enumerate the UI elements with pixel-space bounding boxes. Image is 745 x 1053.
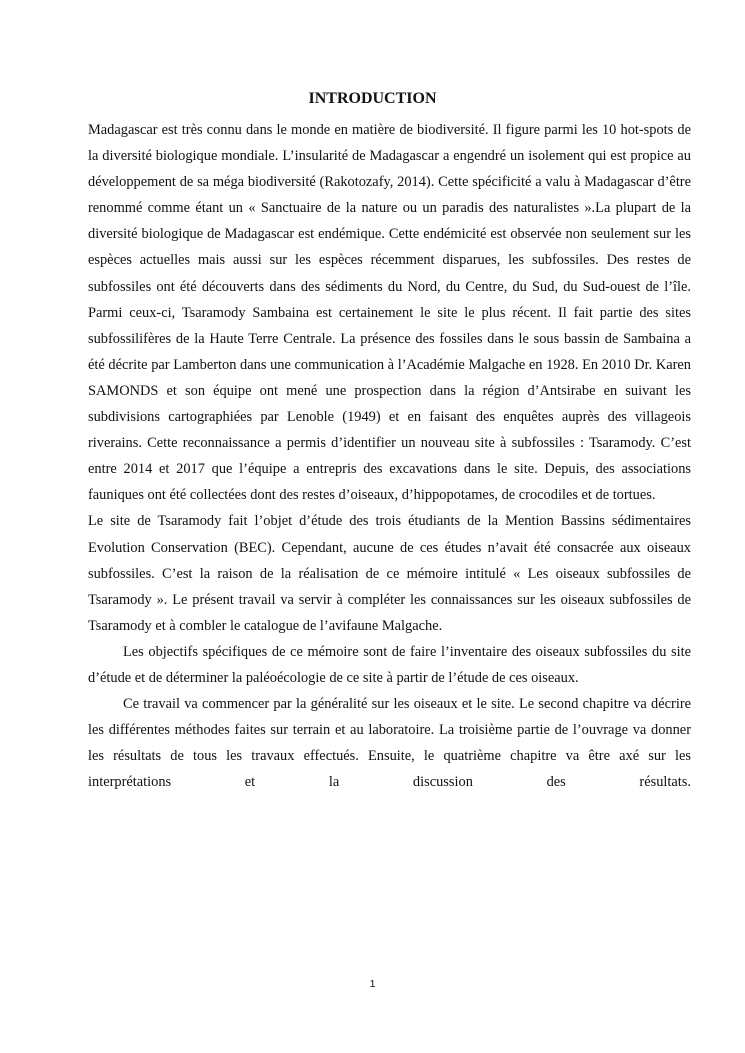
paragraph-objectives: Les objectifs spécifiques de ce mémoire sont de faire l’inventaire des oiseaux subfossiles du site d’étude et de déterminer la paléoécologie de ce site à partir de l’étude de ces oiseaux. (88, 643, 691, 686)
paragraph-intro: Madagascar est très connu dans le monde en matière de biodiversité. Il figure parmi les 10 hot-spots de la diversité biologique mondiale. L’insularité de Madagascar a engendré un isolement qui est propice au développement de sa méga biodiversité (Rakotozafy, 2014). Cette spécificité a valu à Madagascar d’être renommé comme étant un « Sanctuaire de la nature ou un paradis des naturalistes ».La plupart de la diversité biologique de Madagascar est endémique. Cette endémicité est observée non seulement sur les espèces actuelles mais aussi sur les espèces récemment disparues, les subfossiles. Des restes de subfossiles ont été découverts dans des sédiments du Nord, du Centre, du Sud, du Sud-ouest de l’île. Parmi ceux-ci, Tsaramody Sambaina est certainement le site le plus récent. Il fait partie des sites subfossilifères de la Haute Terre Centrale. La présence des fossiles dans le sous bassin de Sambaina a été décrite par Lamberton dans une communication à l’Académie Malgache en 1928. En 2010 Dr. Karen SAMONDS et son équipe ont mené une prospection dans la région d’Antsirabe en suivant les subdivisions cartographiées par Lenoble (1949) et en faisant des enquêtes auprès des villageois riverains. Cette reconnaissance a permis d’identifier un nouveau site à subfossiles : Tsaramody. C’est entre 2014 et 2017 que l’équipe a entrepris des excavations dans le site. Depuis, des associations fauniques ont été collectées dont des restes d’oiseaux, d’hippopotames, de crocodiles et de tortues. (88, 122, 691, 504)
page-title: INTRODUCTION (308, 90, 437, 107)
page-number: 1 (369, 978, 376, 990)
paragraph-outline: Ce travail va commencer par la généralité sur les oiseaux et le site. Le second chapitre va décrire les différentes méthodes faites sur terrain et au laboratoire. La troisième partie de l’ouvrage va donner les résultats de tous les travaux effectués. Ensuite, le quatrième chapitre va être axé sur les interprétations et la discussion des résultats. (88, 696, 691, 791)
paragraph-study-site: Le site de Tsaramody fait l’objet d’étude des trois étudiants de la Mention Bassins sédimentaires Evolution Conservation (BEC). Cependant, aucune de ces études n’avait été consacrée aux oiseaux subfossiles. C’est la raison de la réalisation de ce mémoire intitulé « Les oiseaux subfossiles de Tsaramody ». Le présent travail va servir à compléter les connaissances sur les oiseaux subfossiles de Tsaramody et à combler le catalogue de l’avifaune Malgache. (88, 513, 691, 634)
body-text (88, 117, 691, 795)
